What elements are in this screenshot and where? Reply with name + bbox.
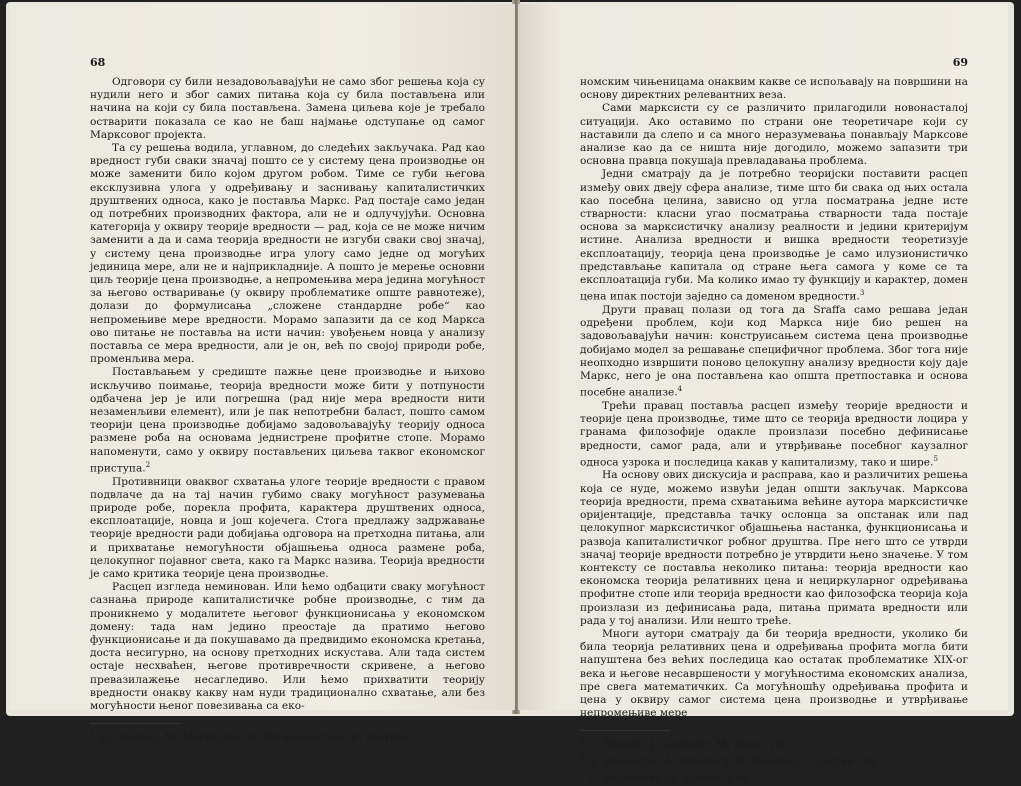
footnote-text: C. Benetti, J. Cartelier, M. Rossi, i dr.: [588, 739, 792, 751]
footnote-text: A. Roncaglia, A. Ginzburg, E. Vianello, D. Ingrao i dr.: [588, 756, 879, 768]
paragraph: Одговори су били незадовољавајући не само због решења која су нудили него и због самих питања која су била постављена или начина на који су била постављена. Замена циљева које је требало остварити показала се као не баш најмање одступање од самог Марксовог пројекта.: [90, 76, 485, 141]
paragraph-text: Постављањем у средиште пажње цене производње и њихово искључиво поимање, теорија вредности може бити у потпуности одбачена јер је или погрешна (рад није мера вредности нити незаменљиви елемент), или је пак непотребни баласт, пошто самом теорији цена производње добијамо задовољавајућу теорију односа размене роба на основама једнистрене профитне стопе. Морамо напоменути, само у оквиру постављених циљева таквог економског приступа.: [90, 366, 485, 475]
paragraph-text: Други правац полази од тога да Sraffa само решава један одређени проблем, који код Маркса није био решен на задовољавајући начин: конструисањем система цена производње добијамо модел за решавање специфичног проблема. Због тога није неопходно извршити поново целокупну анализу вредности коју даје Маркс, него је она постављена као општа претпоставка и основа посебне анализе.: [580, 303, 968, 399]
footnote-divider: [90, 723, 180, 724]
paragraph: На основу ових дискусија и расправа, као и различитих решења која се нуде, можемо извући један општи закључак. Марксова теорија вредности, према схватањима већине аутора марксистичке оријентације, представља тачку ослонца за опстанак или пад целокупног марксистичког објашњења настанка, функционисања и развоја капиталистичког робног друштва. Пре него што се утврди значај теорије вредности потребно је утврдити њено значење. У том контексту се поставља неколико питања: теорија вредности као економска теорија релативних цена и нециркуларног одређивања профитне стопе или теорија вредности као филозофска теорија која произлази из дефинисања рада, питања примата вредности или рада у тој анализи. Или нешто треће.: [580, 469, 968, 627]
footnote-mark: 2: [145, 460, 151, 469]
footnote: [580, 735, 968, 752]
footnote-divider: [580, 730, 670, 731]
footnote-text: M. Okishio, M. Morishima, G. Abraham-Frois, E. Berrebi.: [98, 732, 411, 744]
footnote-text: C. Napoleoni, M. Bianchi i dr.: [588, 773, 750, 785]
page-body: [580, 76, 968, 786]
footnote-mark: 5: [933, 454, 938, 463]
paragraph: Расцеп изгледа неминован. Или ћемо одбацити сваку могућност сазнања природе капиталистичке робне производње, с тим да проникнемо у модалитете његовог функционисања у економском домену: тада нам једино преостаје да пратимо његово функционисање и да покушавамо да предвидимо економска кретања, доста несигурно, на основу претходних искустава. Али тада систем остаје несхваћен, његове противречности скривене, а његово превазилажење несагледиво. Или ћемо прихватити теорију вредности онакву какву нам нуди традиционално схватање, али без могућности њеног повезивања са еко-: [90, 581, 485, 713]
paragraph: Та су решења водила, углавном, до следећих закључака. Рад као вредност губи сваки значај пошто се у систему цена производње он може заменити било којом другом робом. Тиме се губи његова ексклузивна улога у одређивању и заснивању капиталистичких друштвених односа, како је поставља Маркс. Рад постаје само један од потребних производних фактора, али не и одлучујући. Основна категорија у оквиру теорије вредности — рад, која се не може ничим заменити а да и сама теорија вредности не изгуби сваки свој значај, у систему цена производње игра улогу само једне од могућих јединица мере, али не и најприкладније. А пошто је мерење основни циљ теорије цена производње, а непромењива мера једина могућност за његово остваривање (у оквиру проблематике опште равнотеже), долази до формулисања „сложене стандардне робе“ као непромењиве мере вредности. Морамо запазити да се код Маркса ово питање не поставља на исти начин: увођењем новца у анализу поставља се мера вредности, али је он, већ по својој природи робе, променљива мера.: [90, 142, 485, 366]
paragraph-text: Једни сматрају да је потребно теоријски поставити расцеп између ових двеју сфера анализе, тиме што би свака од њих остала као посебна целина, зависно од угла посматрања једне исте стварности: класни угао посматрања стварности тада постаје основа за марксистичку анализу реалности и једини критеријум истине. Анализа вредности и вишка вредности теоретизује експлоатацију, теорија цена производње је само илузионистичко представљање капитала од стране њега самога у коме се та експлоатација губи. Ма колико имао ту функцију и карактер, домен цена ипак постоји заједно са доменом вредности.: [580, 168, 968, 303]
paragraph: [580, 400, 968, 470]
footnote-mark: 4: [677, 385, 683, 394]
paragraph: Сами марксисти су се различито прилагодили новонасталој ситуацији. Ако оставимо по страни оне теоретичаре који су наставили да слепо и са много неразумевања понављају Марксове анализе као да се ништа није догодило, можемо запазити три основна правца покушаја превладавања проблема.: [580, 102, 968, 168]
right-page: [518, 4, 1008, 785]
paragraph: Противници оваквог схватања улоге теорије вредности с правом подвлаче да на тај начин губимо сваку могућност разумевања природе робе, порекла профита, карактера друштвених односа, експлоатације, новца и још којечега. Стога предлажу задржавање теорије вредности ради добијања одговора на претходна питања, али и прихватање немогућности објашњења односа размене роба, целокупног појавног света, како га Маркс назива. Теорија вредности је само критика теорије цена производње.: [90, 475, 485, 581]
footnote-mark: 3: [580, 737, 585, 746]
paragraph: [90, 366, 485, 475]
footnote: [580, 769, 968, 786]
footnote-mark: 1: [90, 730, 95, 739]
page-number: 68: [90, 56, 106, 69]
page-body: [90, 76, 485, 745]
paragraph-text: Трећи правац поставља расцеп између теорије вредности и теорије цена производње, тиме што се теорија вредности лоцира у гранама филозофије одакле произлази посебно дефинисање вредности, самог рада, али и утврђивање посебног каузалног односа узрока и последица какав у капитализму, тако и шире.: [580, 399, 968, 469]
paragraph: [580, 168, 968, 304]
footnote: [580, 752, 968, 769]
paragraph: [580, 304, 968, 400]
footnote-mark: 3: [859, 289, 865, 298]
footnote-mark: 4: [580, 754, 585, 763]
page-number: 69: [952, 56, 968, 69]
paragraph: номским чињеницама онаквим какве се испољавају на површини на основу директних релевантних веза.: [580, 76, 968, 102]
footnote: [90, 728, 485, 745]
paragraph: Многи аутори сматрају да би теорија вредности, уколико би била теорија релативних цена и одређивања профита могла бити напуштена без већих последица као остатак проблематике XIX-ог века и његове несавршености у могућностима економских анализа, пре свега математичких. Са могућношћу одређивања профита и цена у оквиру самог система цена производње и утврђивање непромењиве мере: [580, 627, 968, 720]
footnote-mark: 5: [580, 771, 585, 779]
left-page: [10, 4, 515, 744]
